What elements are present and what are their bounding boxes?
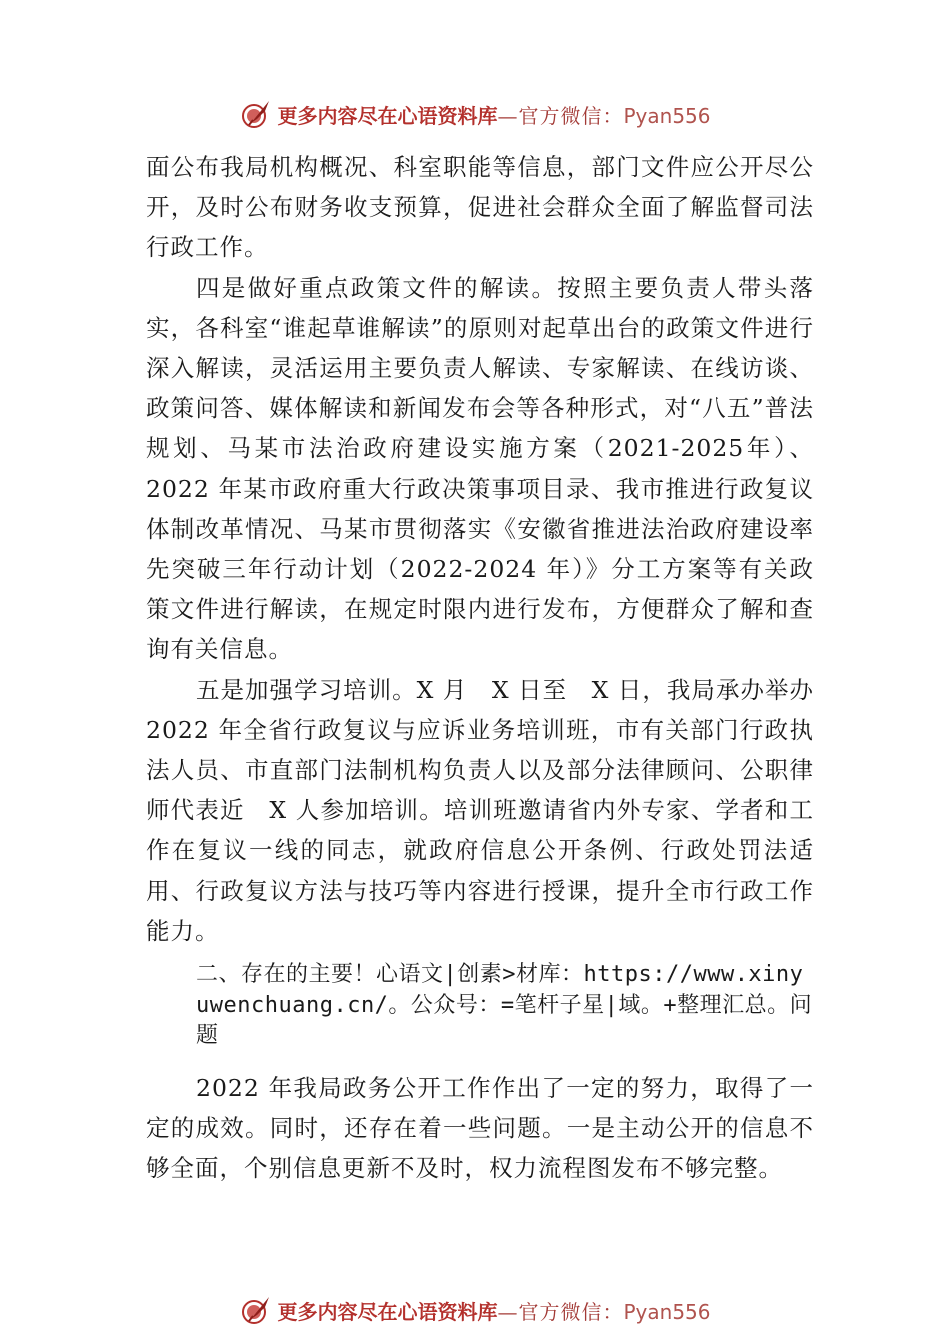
banner-brand: 更多内容尽在心语资料库 [277, 103, 498, 128]
header-banner [0, 94, 950, 134]
paragraph-4: 2022 年我局政务公开工作作出了一定的努力，取得了一定的成效。同时，还存在着一些问题。一是主动公开的信息不够全面，个别信息更新不及时，权力流程图发布不够完整。 [146, 1073, 814, 1182]
section-heading: 二、存在的主要！心语文|创素>材库：https://www.xinyuwenchuang.cn/。公众号：=笔杆子星|域。+整理汇总。问题 [196, 962, 813, 1049]
banner-official: —官方微信： [497, 103, 624, 128]
paragraph-2: 四是做好重点政策文件的解读。按照主要负责人带头落实，各科室“谁起草谁解读”的原则对起草出台的政策文件进行深入解读，灵活运用主要负责人解读、专家解读、在线访谈、政策问答、媒体解读和新闻发布会等各种形式，对“八五”普法规划、马某市法治政府建设实施方案（2021-2025年）、2022 年某市政府重大行政决策事项目录、我市推进行政复议体制改革情况、马某市贯彻落实《安徽省推进法治政府建设率先突破三年行动计划（2022-2024 年）》分工方案等有关政策文件进行解读，在规定时限内进行发布，方便群众了解和查询有关信息。 [146, 273, 814, 664]
quill-logo-icon [239, 1293, 273, 1327]
banner-brand: 更多内容尽在心语资料库 [277, 1299, 498, 1324]
banner-official: —官方微信： [497, 1299, 624, 1324]
quill-logo-icon [239, 97, 273, 131]
paragraph-3: 五是加强学习培训。X 月 X 日至 X 日，我局承办举办2022 年全省行政复议与应诉业务培训班，市有关部门行政执法人员、市直部门法制机构负责人以及部分法律顾问、公职律师代表近 X 人参加培训。培训班邀请省内外专家、学者和工作在复议一线的同志，就政府信息公开条例、行政处罚法适用、行政复议方法与技巧等内容进行授课，提升全市行政工作能力。 [146, 675, 814, 945]
document-body [146, 147, 814, 1188]
banner-text [277, 100, 710, 129]
paragraph-1: 面公布我局机构概况、科室职能等信息，部门文件应公开尽公开，及时公布财务收支预算，促进社会群众全面了解监督司法行政工作。 [146, 153, 814, 262]
banner-wechat-id: Pyan556 [623, 1299, 711, 1324]
banner-text [277, 1296, 710, 1325]
footer-banner [0, 1290, 950, 1330]
banner-wechat-id: Pyan556 [623, 103, 711, 128]
